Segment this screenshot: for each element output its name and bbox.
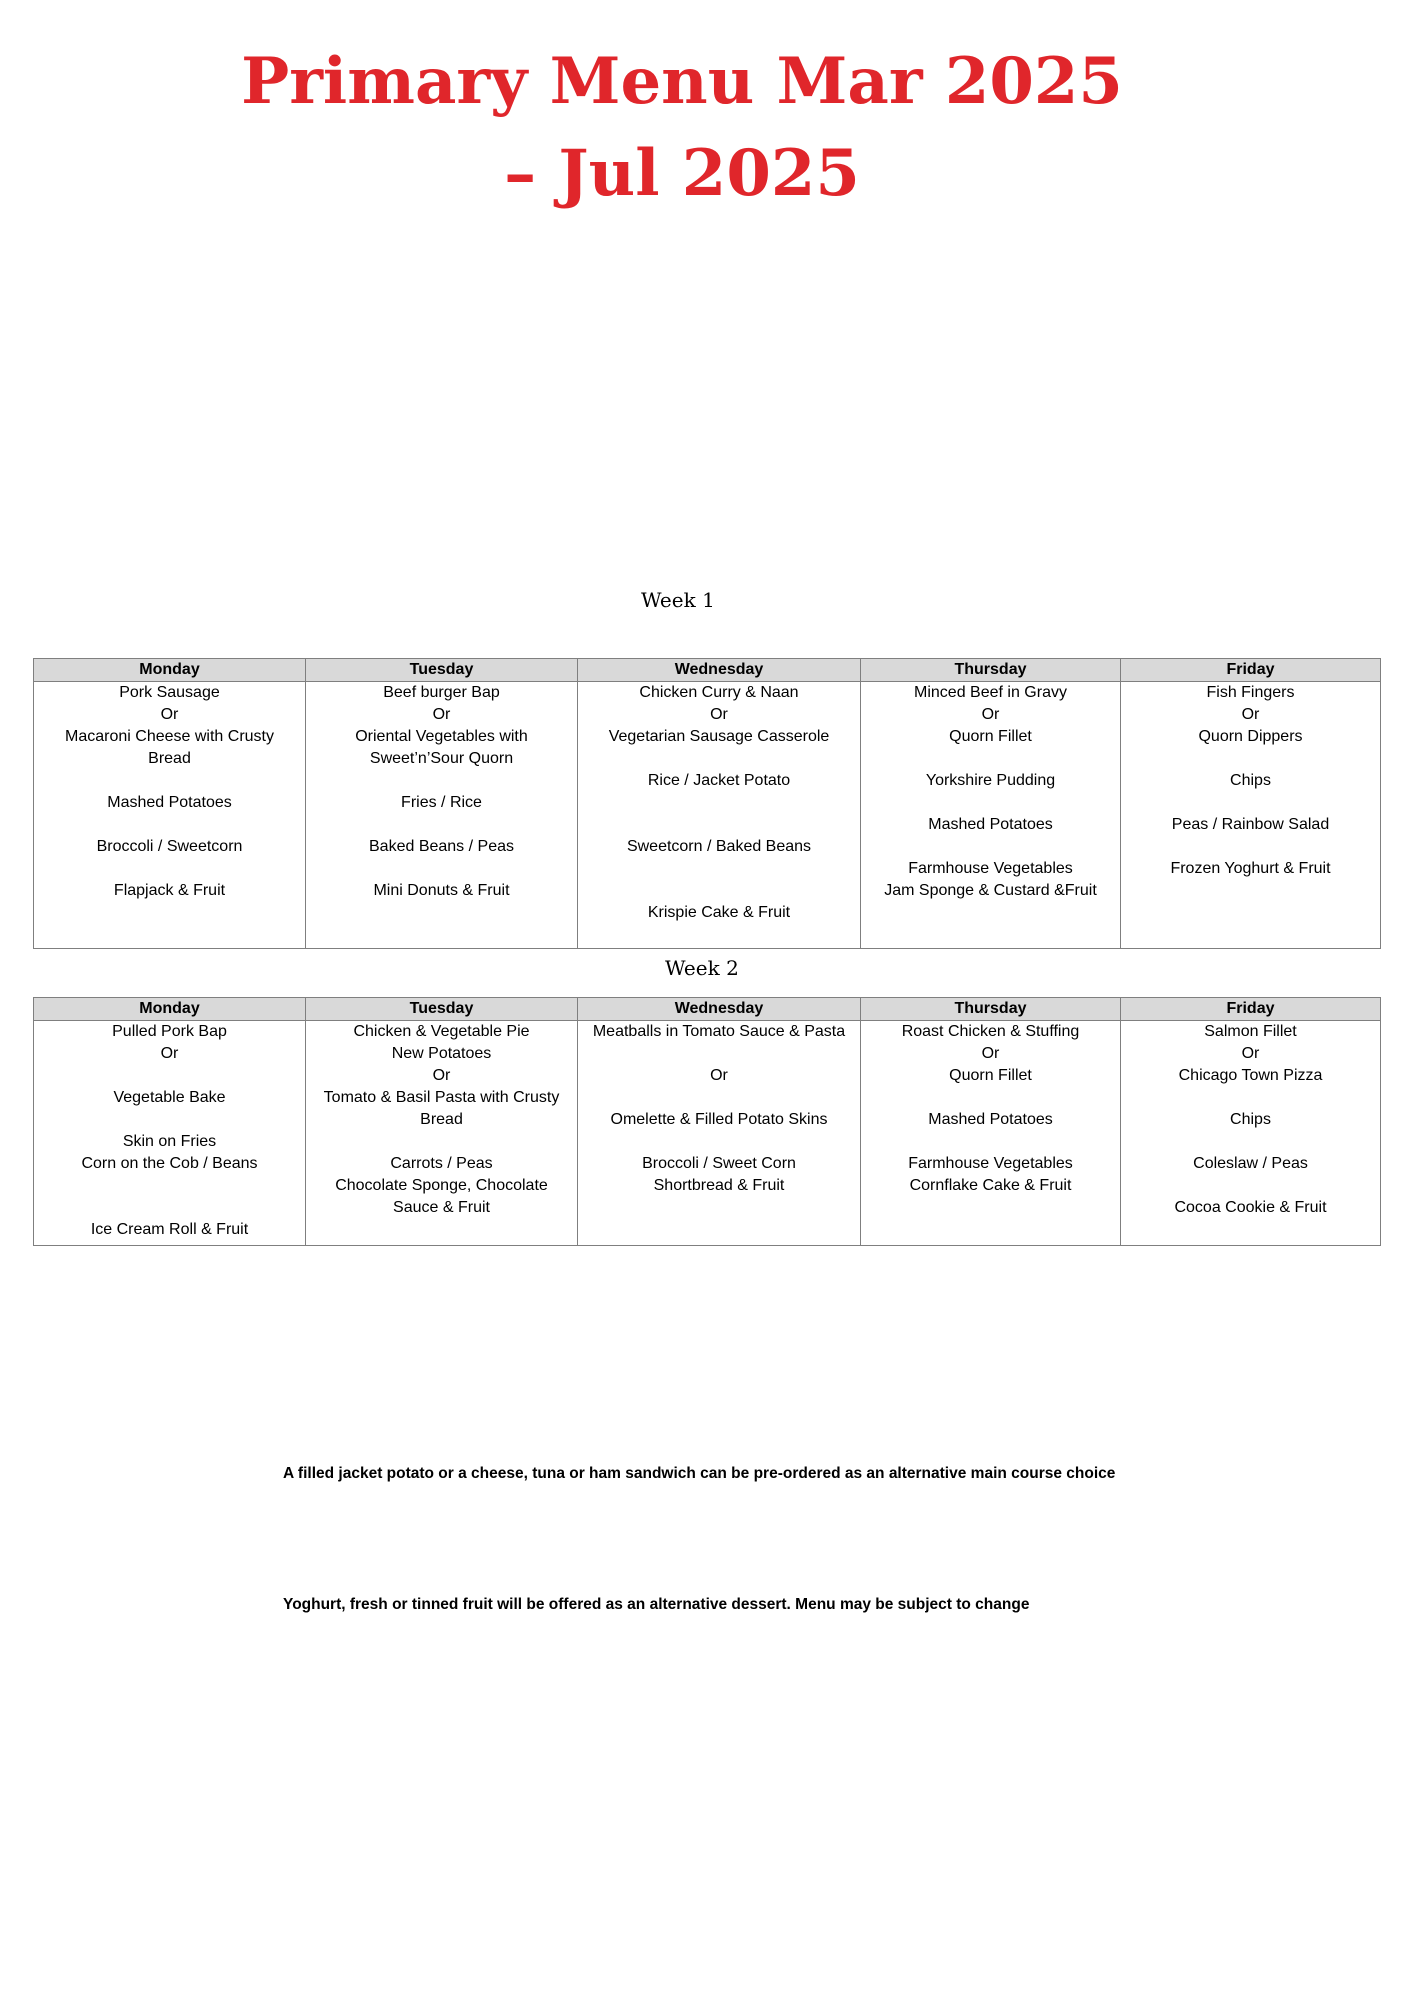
menu-item: Krispie Cake & Fruit [647,904,791,921]
week2-header-wednesday: Wednesday [578,998,861,1021]
menu-item: Quorn Fillet [949,728,1032,745]
menu-spacer [34,1197,305,1219]
menu-spacer [1121,836,1380,858]
week2-cell-monday [34,1021,306,1246]
menu-item: Chocolate Sponge, Chocolate [335,1177,548,1194]
menu-item: Bread [148,750,191,767]
menu-item: Rice / Jacket Potato [647,772,791,789]
week1-cell-thursday [861,682,1121,949]
menu-spacer [1121,1131,1380,1153]
menu-title-line2: – Jul 2025 [504,136,860,211]
week2-header-monday: Monday [34,998,306,1021]
week2-menu-table [33,997,1381,1246]
week2-header-row [34,998,1381,1021]
menu-spacer [1121,792,1380,814]
menu-item: Or [1241,1045,1260,1062]
menu-spacer [1121,1087,1380,1109]
menu-item: Mashed Potatoes [107,794,232,811]
week1-header-row [34,659,1381,682]
menu-spacer [861,1131,1120,1153]
menu-item: Farmhouse Vegetables [908,860,1073,877]
menu-item: Roast Chicken & Stuffing [901,1023,1080,1040]
menu-item: Vegetarian Sausage Casserole [608,728,830,745]
menu-item: Salmon Fillet [1204,1023,1297,1040]
week2-header-thursday: Thursday [861,998,1121,1021]
menu-item: Omelette & Filled Potato Skins [610,1111,828,1128]
menu-item: Meatballs in Tomato Sauce & Pasta [592,1023,846,1040]
week1-header-monday: Monday [34,659,306,682]
menu-item: Or [160,706,179,723]
menu-item: Or [432,1067,451,1084]
menu-spacer [34,770,305,792]
week1-menu-table [33,658,1381,949]
week2-cell-tuesday [306,1021,578,1246]
menu-item: Oriental Vegetables with [355,728,528,745]
menu-item: Bread [420,1111,463,1128]
menu-item: Fish Fingers [1206,684,1295,701]
menu-item: Or [710,706,728,723]
menu-spacer [578,880,860,902]
menu-item: Tomato & Basil Pasta with Crusty [323,1089,560,1106]
menu-item: Quorn Fillet [949,1067,1032,1084]
menu-spacer [34,1175,305,1197]
menu-title [0,36,1414,220]
menu-item: Cornflake Cake & Fruit [909,1177,1072,1194]
menu-spacer [306,858,577,880]
menu-item: Or [1241,706,1260,723]
menu-item: Chips [1230,1111,1271,1128]
menu-spacer [578,1131,860,1153]
menu-item: Broccoli / Sweet Corn [642,1155,796,1172]
week2-cell-thursday [861,1021,1121,1246]
week2-cell-friday [1121,1021,1381,1246]
menu-spacer [1121,1175,1380,1197]
menu-item: Ice Cream Roll & Fruit [90,1221,249,1238]
week1-label: Week 1 [641,588,715,612]
menu-spacer [578,1087,860,1109]
menu-item: Chicago Town Pizza [1178,1067,1323,1084]
menu-spacer [578,814,860,836]
menu-item: Fries / Rice [401,794,482,811]
menu-item: Jam Sponge & Custard &Fruit [884,882,1097,899]
week2-label: Week 2 [665,956,739,980]
week1-cell-wednesday [578,682,861,949]
menu-item: Skin on Fries [122,1133,217,1150]
menu-spacer [861,836,1120,858]
menu-item: Quorn Dippers [1198,728,1303,745]
menu-item: Chicken Curry & Naan [639,684,799,701]
menu-item: Chips [1230,772,1271,789]
week1-cell-friday [1121,682,1381,949]
menu-item: Mashed Potatoes [928,816,1053,833]
week1-header-thursday: Thursday [861,659,1121,682]
menu-spacer [861,748,1120,770]
menu-spacer [306,770,577,792]
menu-spacer [578,1043,860,1065]
menu-spacer [306,814,577,836]
menu-spacer [1121,748,1380,770]
week2-cell-wednesday [578,1021,861,1246]
alternative-main-note: A filled jacket potato or a cheese, tuna or ham sandwich can be pre-ordered as an alternative main course choice [283,1465,1116,1482]
week1-header-wednesday: Wednesday [578,659,861,682]
menu-item: Or [981,706,1000,723]
menu-spacer [578,748,860,770]
menu-item: Chicken & Vegetable Pie [353,1023,530,1040]
week2-header-friday: Friday [1121,998,1381,1021]
menu-spacer [34,814,305,836]
menu-item: Shortbread & Fruit [653,1177,785,1194]
menu-item: Coleslaw / Peas [1193,1155,1308,1172]
week1-header-tuesday: Tuesday [306,659,578,682]
menu-item: Minced Beef in Gravy [914,684,1067,701]
menu-spacer [306,1131,577,1153]
menu-item: Or [981,1045,1000,1062]
week1-header-friday: Friday [1121,659,1381,682]
menu-item: Vegetable Bake [113,1089,226,1106]
menu-item: Pulled Pork Bap [112,1023,227,1040]
menu-spacer [578,858,860,880]
week2-header-tuesday: Tuesday [306,998,578,1021]
menu-item: Macaroni Cheese with Crusty [65,728,274,745]
menu-spacer [861,1087,1120,1109]
week1-cell-monday [34,682,306,949]
week1-cell-tuesday [306,682,578,949]
menu-title-line1: Primary Menu Mar 2025 [241,44,1123,119]
menu-item: Or [160,1045,179,1062]
menu-spacer [34,858,305,880]
menu-spacer [861,792,1120,814]
menu-item: Carrots / Peas [390,1155,493,1172]
menu-item: Or [710,1067,728,1084]
menu-item: Farmhouse Vegetables [908,1155,1073,1172]
menu-item: Baked Beans / Peas [369,838,514,855]
menu-item: Broccoli / Sweetcorn [96,838,243,855]
menu-spacer [34,1109,305,1131]
menu-item: Peas / Rainbow Salad [1171,816,1330,833]
menu-item: Yorkshire Pudding [925,772,1056,789]
alternative-dessert-note: Yoghurt, fresh or tinned fruit will be offered as an alternative dessert. Menu may be subject to change [283,1596,1030,1613]
menu-spacer [578,792,860,814]
menu-item: Flapjack & Fruit [113,882,226,899]
menu-item: Or [432,706,451,723]
menu-item: Frozen Yoghurt & Fruit [1170,860,1331,877]
menu-spacer [34,1065,305,1087]
menu-item: Sweet’n’Sour Quorn [369,750,514,767]
menu-item: Corn on the Cob / Beans [81,1155,258,1172]
menu-item: Beef burger Bap [383,684,500,701]
menu-item: Sweetcorn / Baked Beans [626,838,812,855]
menu-item: Cocoa Cookie & Fruit [1174,1199,1327,1216]
week2-menu-row [34,1021,1381,1246]
menu-item: Sauce & Fruit [393,1199,490,1216]
menu-item: New Potatoes [391,1045,492,1062]
menu-item: Mashed Potatoes [928,1111,1053,1128]
menu-item: Pork Sausage [119,684,220,701]
week1-menu-row [34,682,1381,949]
menu-item: Mini Donuts & Fruit [373,882,510,899]
